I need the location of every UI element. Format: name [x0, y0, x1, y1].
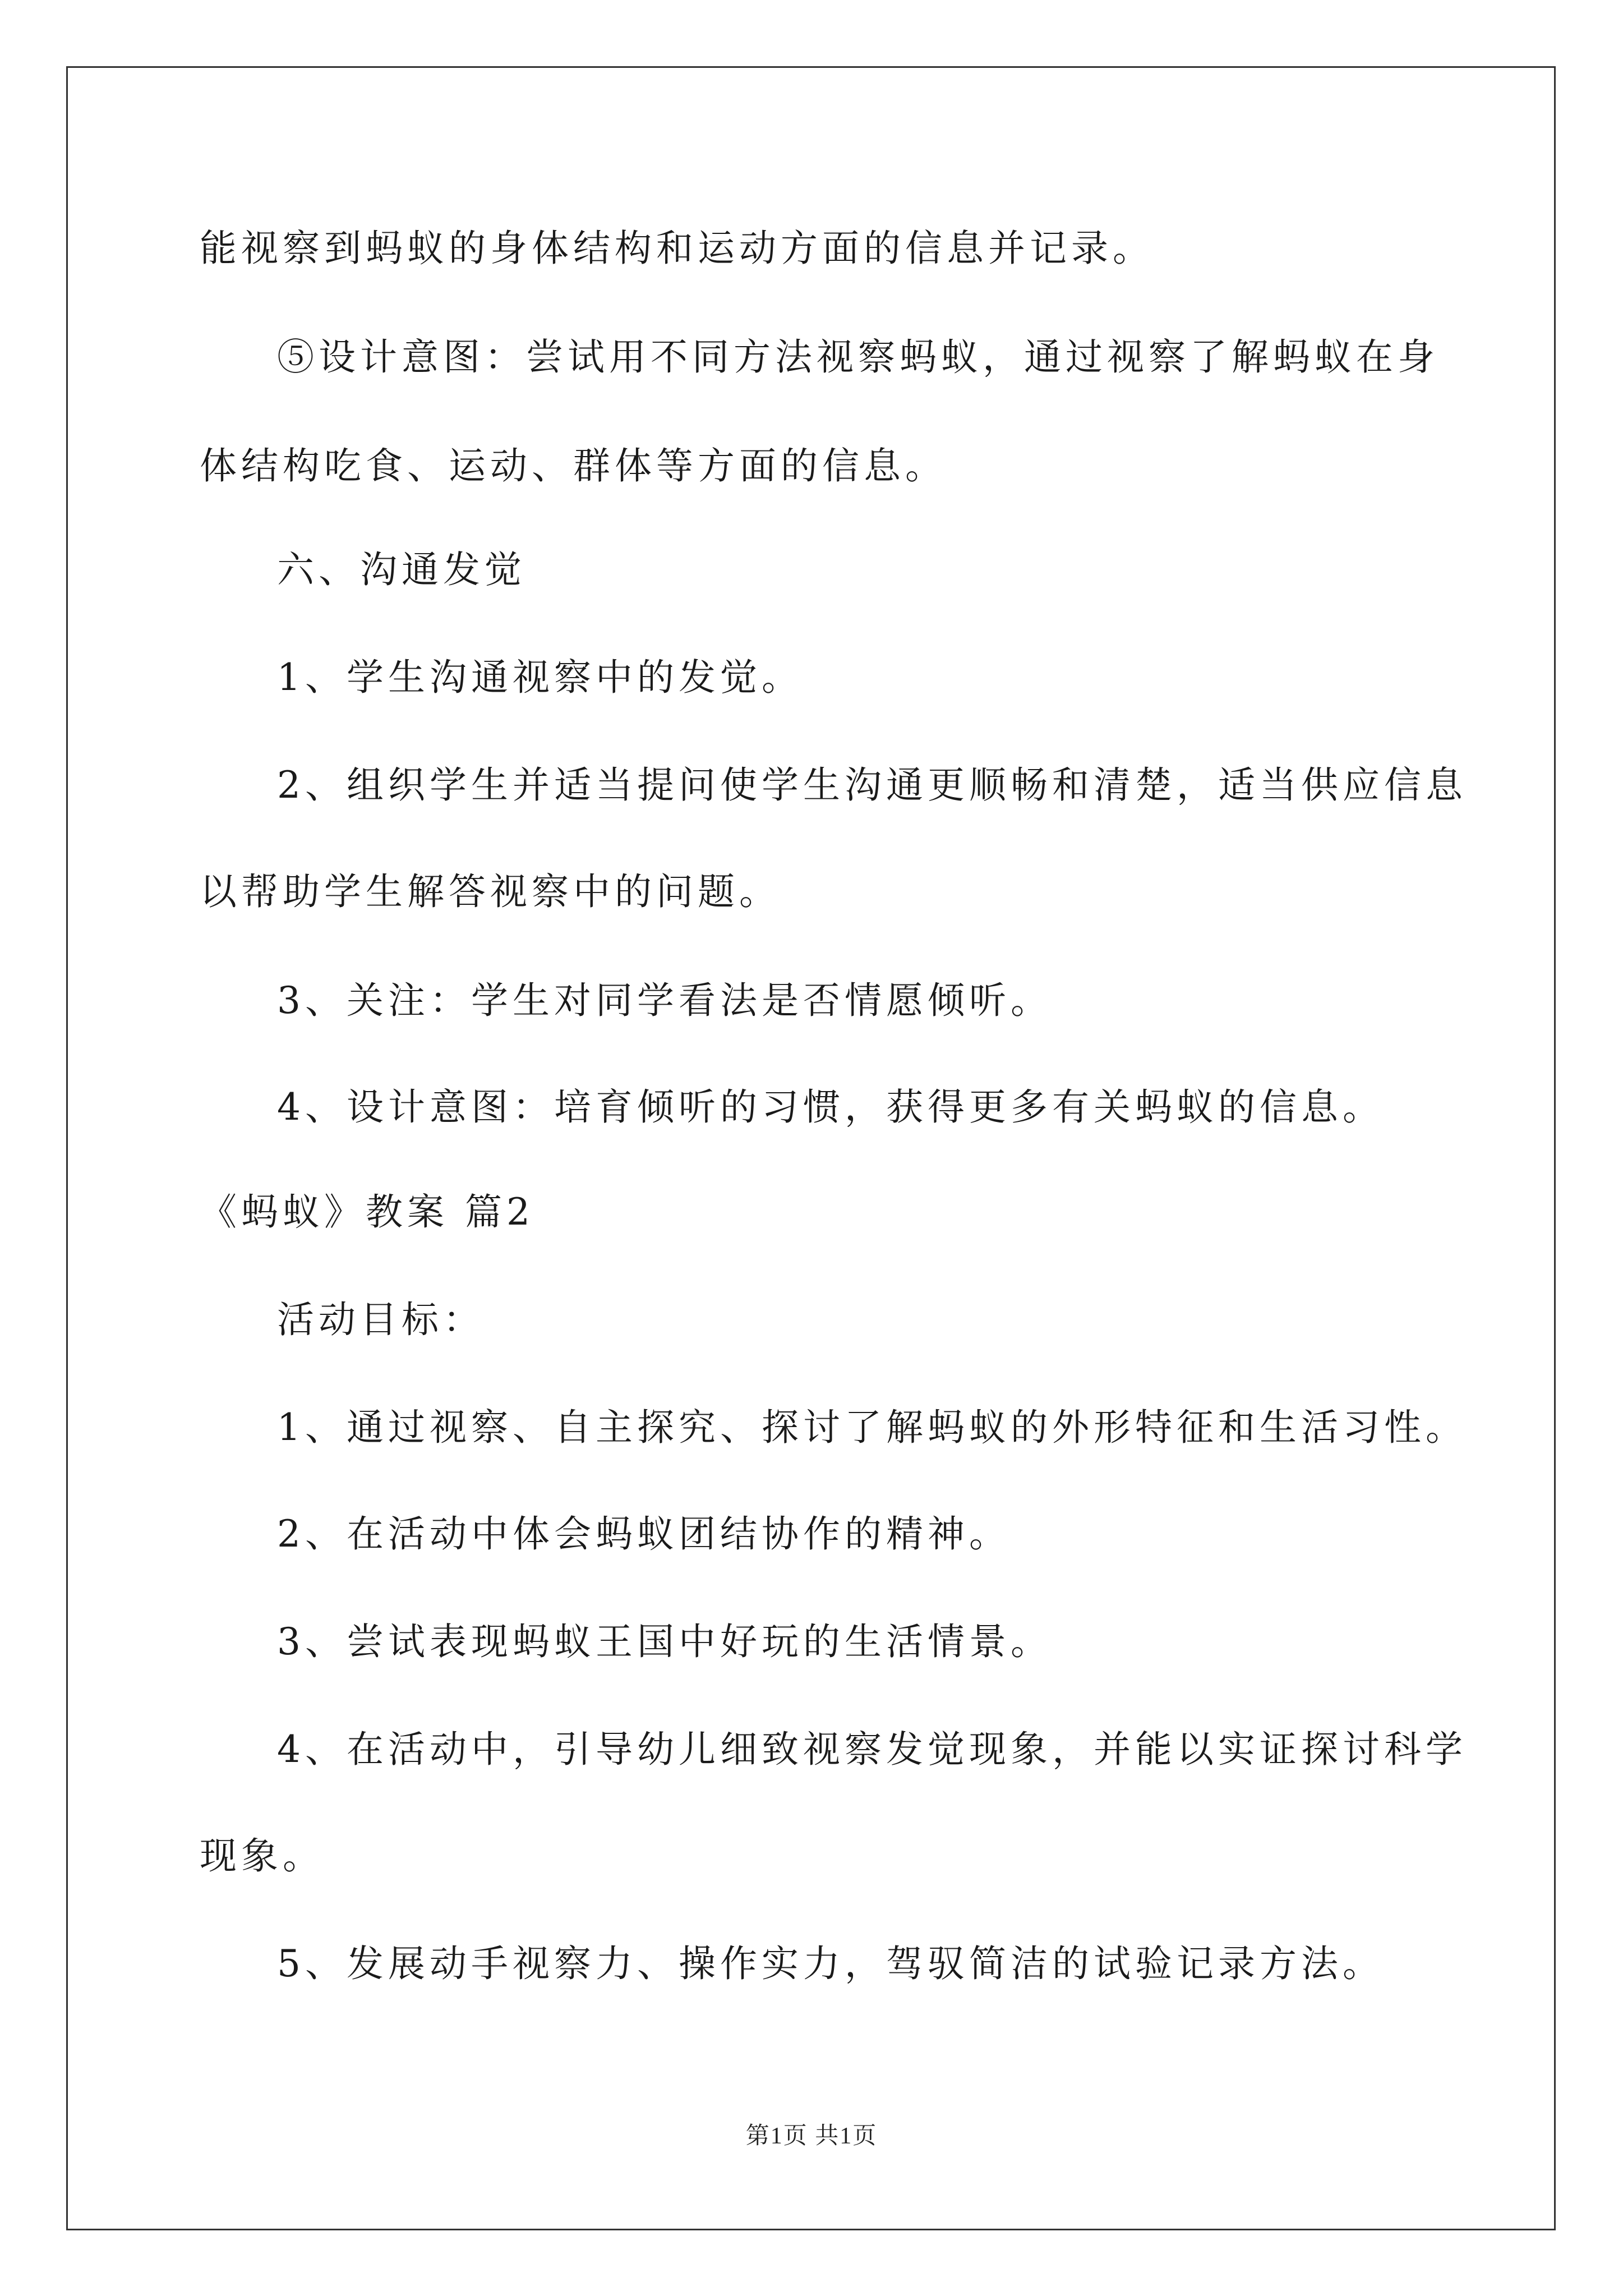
- section-heading: 活动目标：: [277, 1298, 485, 1341]
- page-number: 第1页 共1页: [745, 2123, 878, 2149]
- text-line: 1、通过视察、自主探究、探讨了解蚂蚁的外形特征和生活习性。: [277, 1406, 1467, 1449]
- text-line: 现象。: [200, 1834, 324, 1878]
- text-line: 3、关注：学生对同学看法是否情愿倾听。: [277, 979, 1052, 1022]
- text-line: ⑤设计意图：尝试用不同方法视察蚂蚁，通过视察了解蚂蚁在身: [277, 335, 1439, 379]
- section-title: 《蚂蚁》教案 篇2: [200, 1190, 534, 1234]
- text-line: 2、组织学生并适当提问使学生沟通更顺畅和清楚，适当供应信息: [277, 763, 1467, 807]
- section-heading: 六、沟通发觉: [277, 548, 526, 591]
- text-line: 4、在活动中，引导幼儿细致视察发觉现象，并能以实证探讨科学: [277, 1728, 1467, 1771]
- text-line: 2、在活动中体会蚂蚁团结协作的精神。: [277, 1512, 1011, 1556]
- text-line: 能视察到蚂蚁的身体结构和运动方面的信息并记录。: [200, 227, 1154, 270]
- page-border: [66, 66, 1556, 2230]
- text-line: 3、尝试表现蚂蚁王国中好玩的生活情景。: [277, 1620, 1052, 1663]
- text-line: 体结构吃食、运动、群体等方面的信息。: [200, 444, 947, 487]
- text-line: 1、学生沟通视察中的发觉。: [277, 656, 803, 699]
- text-line: 以帮助学生解答视察中的问题。: [200, 870, 781, 913]
- text-line: 5、发展动手视察力、操作实力，驾驭简洁的试验记录方法。: [277, 1942, 1384, 1985]
- text-line: 4、设计意图：培育倾听的习惯，获得更多有关蚂蚁的信息。: [277, 1085, 1384, 1129]
